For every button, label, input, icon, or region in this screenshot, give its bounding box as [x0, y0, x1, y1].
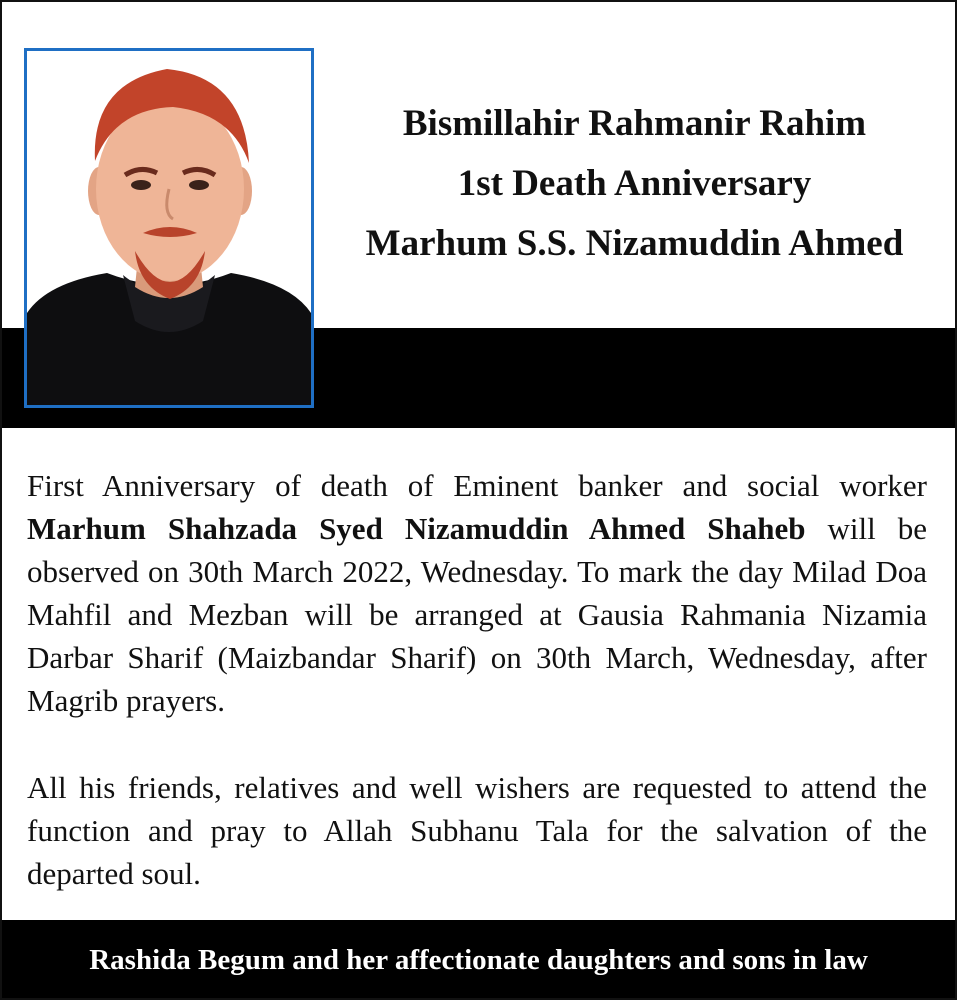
notice-body — [27, 464, 927, 895]
notice-paragraph-2: All his friends, relatives and well wishers are requested to attend the function and pray to Allah Subhanu Tala for the salvation of the departed soul. — [27, 770, 927, 891]
portrait-icon — [27, 51, 311, 405]
name-heading: Marhum S.S. Nizamuddin Ahmed — [365, 223, 904, 264]
anniversary-heading: 1st Death Anniversary — [457, 163, 812, 204]
deceased-full-name: Marhum Shahzada Syed Nizamuddin Ahmed Shaheb — [27, 511, 806, 546]
paragraph-1-intro: First Anniversary of death of Eminent banker and social worker — [27, 468, 927, 503]
bismillah-heading: Bismillahir Rahmanir Rahim — [402, 103, 867, 144]
heading-block — [327, 94, 942, 274]
portrait-photo — [24, 48, 314, 408]
footer-signature: Rashida Begum and her affectionate daughters and sons in law — [2, 920, 955, 998]
notice-paragraph-1 — [27, 464, 927, 722]
paragraph-1-details: will be observed on 30th March 2022, Wednesday. To mark the day Milad Doa Mahfil and Mezban will be arranged at Gausia Rahmania Nizamia Darbar Sharif (Maizbandar Sharif) on 30th March, Wednesday, after Magrib prayers. — [27, 511, 927, 718]
